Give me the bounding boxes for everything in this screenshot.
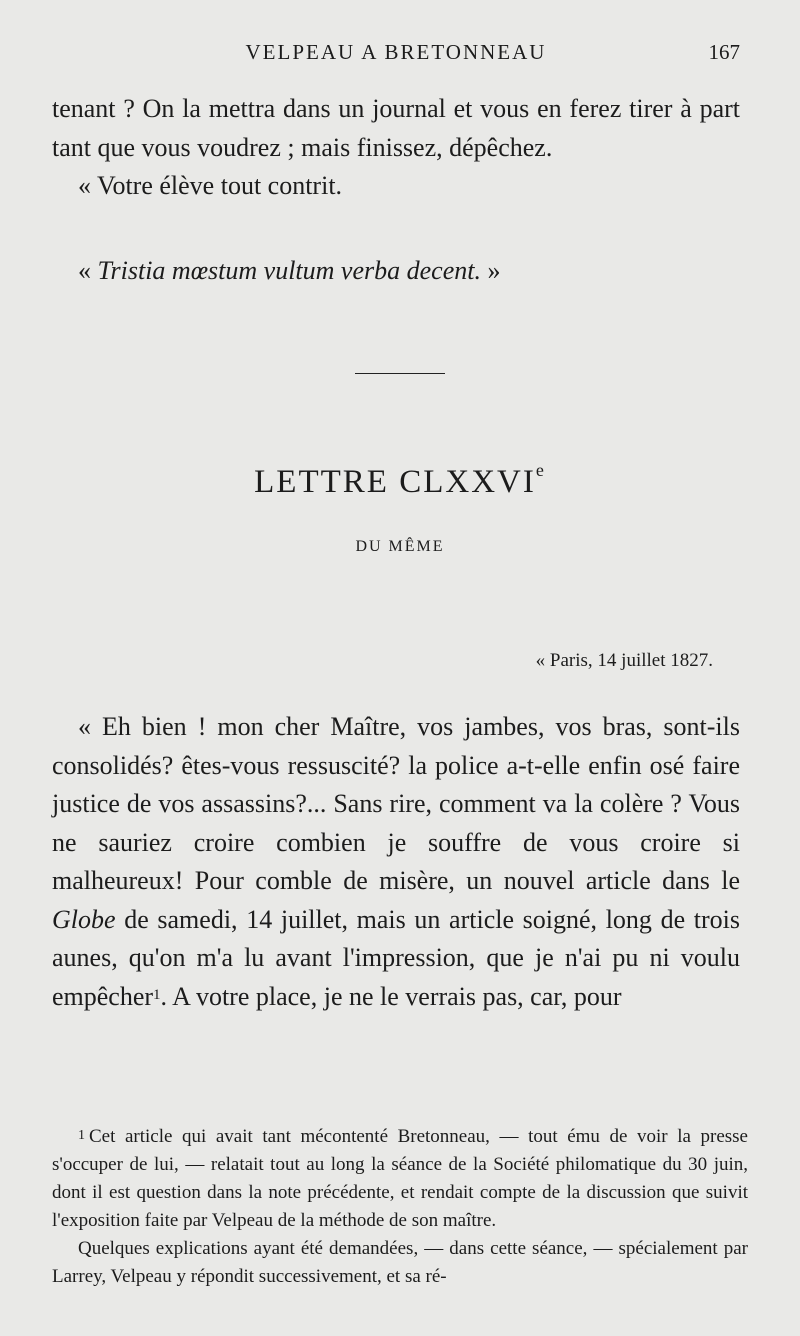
letter-text-part2: de samedi, 14 juillet, mais un article soigné, long de trois aunes, qu'on m'a lu avant l'impression, que je n'ai pu ni voulu empêcher (52, 904, 740, 1011)
section-divider (355, 373, 445, 374)
close-quote: » (480, 256, 501, 285)
open-quote: « (78, 256, 98, 285)
signoff-line: « Votre élève tout contrit. (78, 171, 343, 200)
footnotes (52, 1123, 748, 1291)
paragraph: tenant ? On la mettra dans un journal et vous en ferez tirer à part tant que vous voudrez ; mais finissez, dépêchez. (52, 94, 740, 162)
letter-subtitle: DU MÊME (355, 538, 445, 555)
latin-quote: Tristia mœstum vultum verba decent. (97, 256, 481, 285)
letter-text-part1: « Eh bien ! mon cher Maître, vos jambes, vos bras, sont-ils consolidés? êtes-vous ressuscité? la police a-t-elle enfin osé faire justice de vos assassins?... Sans rire, comment va la colère ? Vous ne sauriez croire combien je souffre de vous croire si malheureux! Pour comble de misère, un nouvel article dans le (52, 712, 740, 895)
page-number: 167 (708, 40, 740, 64)
footnote-reference: 1 (153, 986, 161, 1003)
dateline: « Paris, 14 juillet 1827. (535, 650, 713, 671)
previous-letter-ending (52, 90, 740, 206)
running-title: VELPEAU A BRETONNEAU (245, 40, 547, 64)
footnote-number: 1 (78, 1128, 85, 1143)
footnote-1 (52, 1123, 748, 1235)
letter-title-text: LETTRE CLXXVI (254, 464, 536, 500)
letter-body (52, 708, 740, 1016)
letter-title-superscript: e (535, 460, 546, 480)
footnote-text: Cet article qui avait tant mécontenté Bretonneau, — tout ému de voir la presse s'occuper de lui, — relatait tout au long la séance de la Société philomatique du 30 juin, dont il est question dans la note précédente, et rendait compte de la discussion que suivit l'exposition faite par Velpeau de la méthode de son maître. (52, 1126, 748, 1231)
page-header (52, 40, 740, 70)
latin-verse (78, 256, 500, 286)
letter-title (0, 460, 800, 501)
journal-name: Globe (52, 904, 116, 934)
footnote-continuation: Quelques explications ayant été demandées, — dans cette séance, — spécialement par Larrey, Velpeau y répondit successivement, et sa ré- (52, 1238, 748, 1287)
letter-text-part3: . A votre place, je ne le verrais pas, car, pour (160, 981, 622, 1011)
